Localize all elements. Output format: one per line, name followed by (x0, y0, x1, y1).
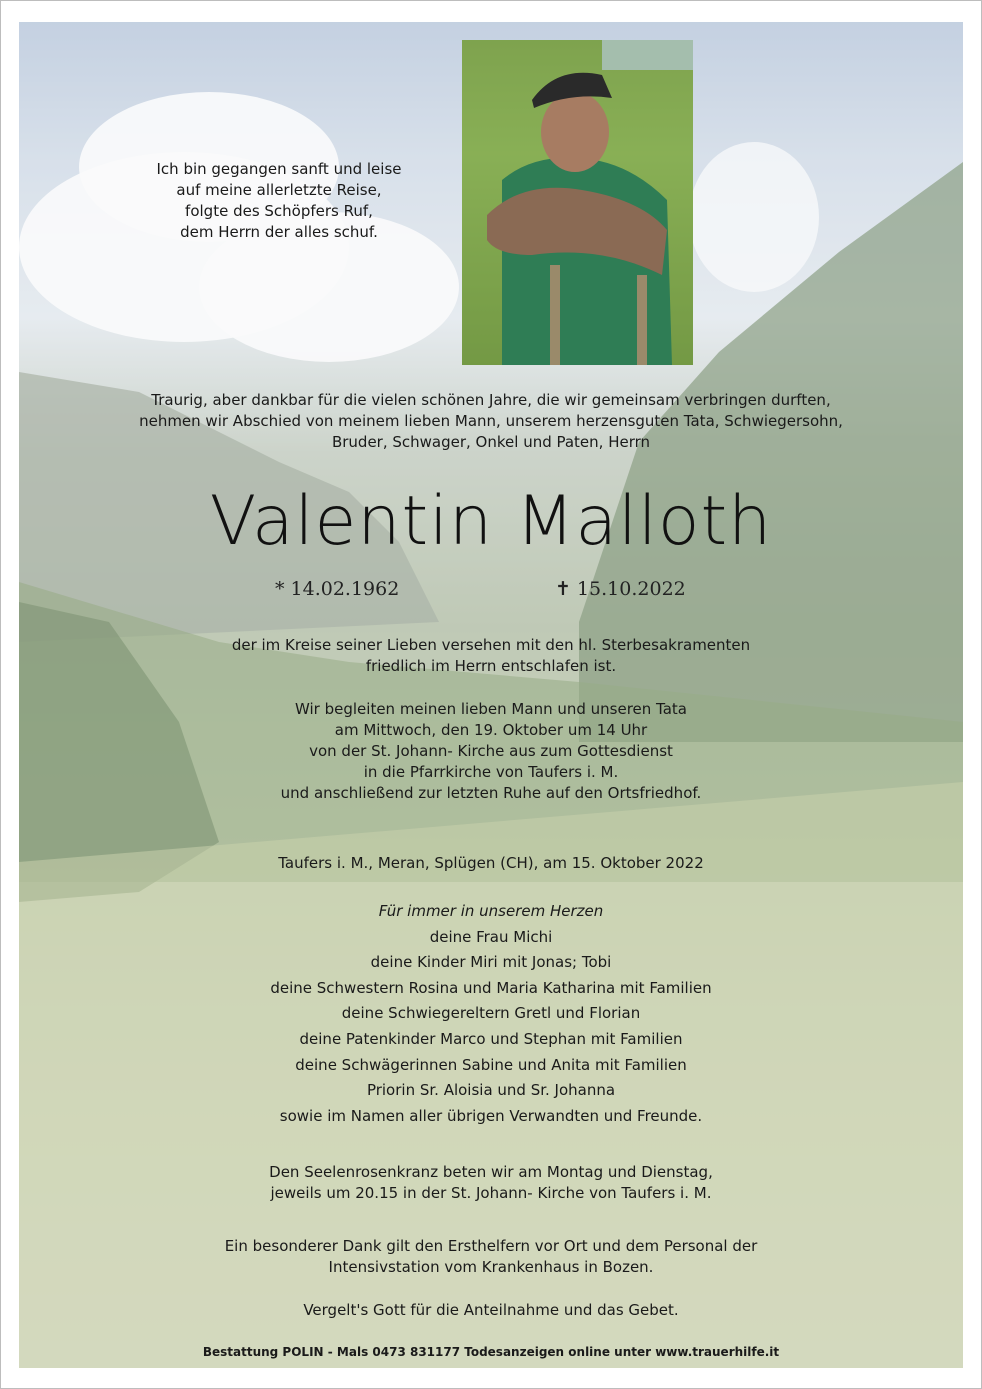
background-landscape (19, 22, 963, 1368)
sacrament-text (19, 635, 963, 677)
portrait-photo (462, 40, 693, 365)
funeral-line: Wir begleiten meinen lieben Mann und unseren Tata (295, 700, 687, 718)
intro-line: Bruder, Schwager, Onkel und Paten, Herrn (331, 433, 651, 451)
funeral-line: am Mittwoch, den 19. Oktober um 14 Uhr (334, 721, 648, 739)
place-date: Taufers i. M., Meran, Splügen (CH), am 15. Oktober 2022 (278, 854, 704, 872)
poem (119, 159, 439, 243)
funeral-line: von der St. Johann- Kirche aus zum Gottesdienst (309, 742, 673, 760)
poem-line: Ich bin gegangen sanft und leise (156, 160, 402, 178)
rosary-line: Den Seelenrosenkranz beten wir am Montag und Dienstag, (269, 1163, 713, 1181)
birth-date: * 14.02.1962 (275, 578, 400, 600)
mourners-heading: Für immer in unserem Herzen (378, 902, 604, 920)
thanks-text (19, 1236, 963, 1278)
mourner-line: sowie im Namen aller übrigen Verwandten und Freunde. (279, 1106, 703, 1125)
funeral-text (19, 699, 963, 804)
intro-text (19, 390, 963, 453)
thanks-line: Intensivstation vom Krankenhaus in Bozen. (328, 1258, 654, 1276)
rosary-text (19, 1162, 963, 1204)
footer-funeral-home: Bestattung POLIN - Mals 0473 831177 Todesanzeigen online unter www.trauerhilfe.it (202, 1345, 780, 1359)
mourner-line: deine Schwestern Rosina und Maria Katharina mit Familien (270, 978, 712, 997)
sacrament-line: friedlich im Herrn entschlafen ist. (365, 657, 617, 675)
rosary-line: jeweils um 20.15 in der St. Johann- Kirche von Taufers i. M. (270, 1184, 712, 1202)
mourner-line: Priorin Sr. Aloisia und Sr. Johanna (366, 1081, 616, 1100)
funeral-line: und anschließend zur letzten Ruhe auf den Ortsfriedhof. (280, 784, 702, 802)
mourner-line: deine Patenkinder Marco und Stephan mit Familien (299, 1029, 683, 1048)
mourner-line: deine Schwägerinnen Sabine und Anita mit Familien (295, 1055, 687, 1074)
funeral-line: in die Pfarrkirche von Taufers i. M. (363, 763, 619, 781)
intro-line: nehmen wir Abschied von meinem lieben Mann, unserem herzensguten Tata, Schwiegersohn, (139, 412, 843, 430)
closing-text: Vergelt's Gott für die Anteilnahme und das Gebet. (303, 1301, 679, 1319)
thanks-line: Ein besonderer Dank gilt den Ersthelfern vor Ort und dem Personal der (224, 1237, 758, 1255)
sacrament-line: der im Kreise seiner Lieben versehen mit den hl. Sterbesakramenten (231, 636, 751, 654)
death-date: ✝ 15.10.2022 (555, 578, 686, 600)
mourner-line: deine Frau Michi (429, 927, 553, 946)
deceased-name: Valentin Malloth (209, 482, 773, 561)
mourner-line: deine Kinder Miri mit Jonas; Tobi (370, 953, 612, 972)
mourners-list (19, 899, 963, 1129)
mourner-line: deine Schwiegereltern Gretl und Florian (341, 1004, 641, 1023)
poem-line: dem Herrn der alles schuf. (180, 223, 378, 241)
poem-line: auf meine allerletzte Reise, (176, 181, 382, 199)
intro-line: Traurig, aber dankbar für die vielen schönen Jahre, die wir gemeinsam verbringen durften, (151, 391, 831, 409)
poem-line: folgte des Schöpfers Ruf, (185, 202, 373, 220)
